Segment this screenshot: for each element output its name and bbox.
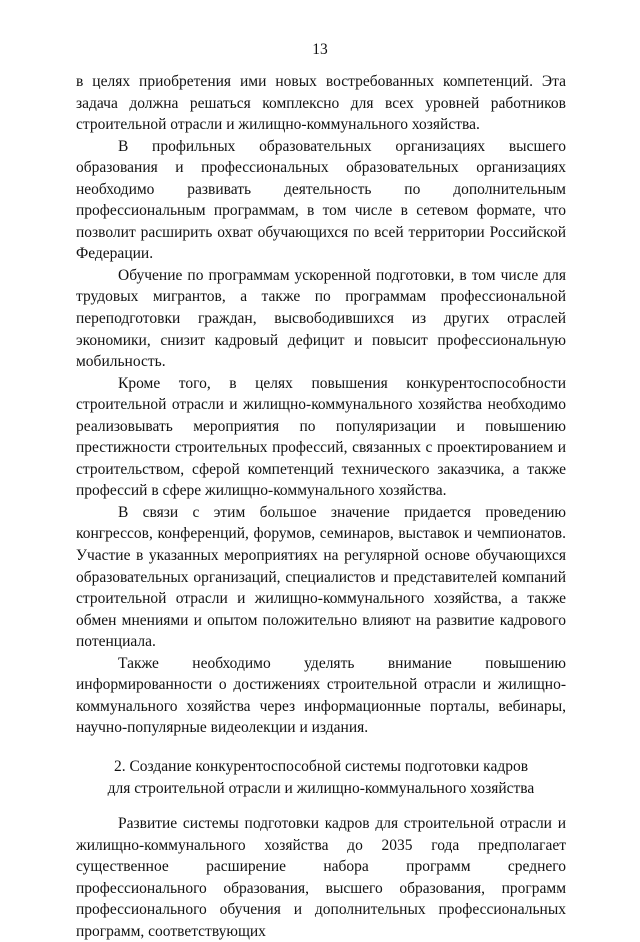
paragraph-events: В связи с этим большое значение придается проведению конгрессов, конференций, форумов, семинаров, выставок и чемпионатов. Участие в указанных мероприятиях на регулярной основе обучающихся образовательных организаций, специалистов и представителей компаний строительной отрасли и жилищно-коммунального хозяйства, а также обмен мнениями и опытом положительно влияют на развитие кадрового потенциала. <box>76 503 566 651</box>
section-heading-line-2: для строительной отрасли и жилищно-коммунального хозяйства <box>107 779 535 797</box>
body-text <box>76 71 566 942</box>
paragraph-accelerated-training: Обучение по программам ускоренной подготовки, в том числе для трудовых мигрантов, а также по программам профессиональной переподготовки граждан, высвободившихся из других отраслей экономики, снизит кадровый дефицит и повысит профессиональную мобильность. <box>76 266 566 371</box>
paragraph-continuation: в целях приобретения ими новых востребованных компетенций. Эта задача должна решаться комплексно для всех уровней работников строительной отрасли и жилищно-коммунального хозяйства. <box>76 73 566 134</box>
section-heading-line-1: 2. Создание конкурентоспособной системы подготовки кадров <box>113 757 529 775</box>
paragraph-informing: Также необходимо уделять внимание повышению информированности о достижениях строительной отрасли и жилищно-коммунального хозяйства через информационные порталы, вебинары, научно-популярные видеолекции и издания. <box>76 654 566 737</box>
paragraph-professional-programs: В профильных образовательных организациях высшего образования и профессиональных образовательных организациях необходимо развивать деятельность по дополнительным профессиональным программам, в том числе в сетевом формате, что позволит расширить охват обучающихся по всей территории Российской Федерации. <box>76 137 566 263</box>
paragraph-popularization: Кроме того, в целях повышения конкурентоспособности строительной отрасли и жилищно-коммунального хозяйства необходимо реализовывать мероприятия по популяризации и повышению престижности строительных профессий, связанных с проектированием и строительством, сферой компетенций технического заказчика, а также профессий в сфере жилищно-коммунального хозяйства. <box>76 374 566 500</box>
paragraph-section-2: Развитие системы подготовки кадров для строительной отрасли и жилищно-коммунального хозяйства до 2035 года предполагает существенное расширение набора программ среднего профессионального образования, высшего образования, программ профессионального обучения и дополнительных профессиональных программ, соответствующих <box>76 814 566 940</box>
section-heading <box>76 756 566 800</box>
page-number: 13 <box>312 41 328 58</box>
